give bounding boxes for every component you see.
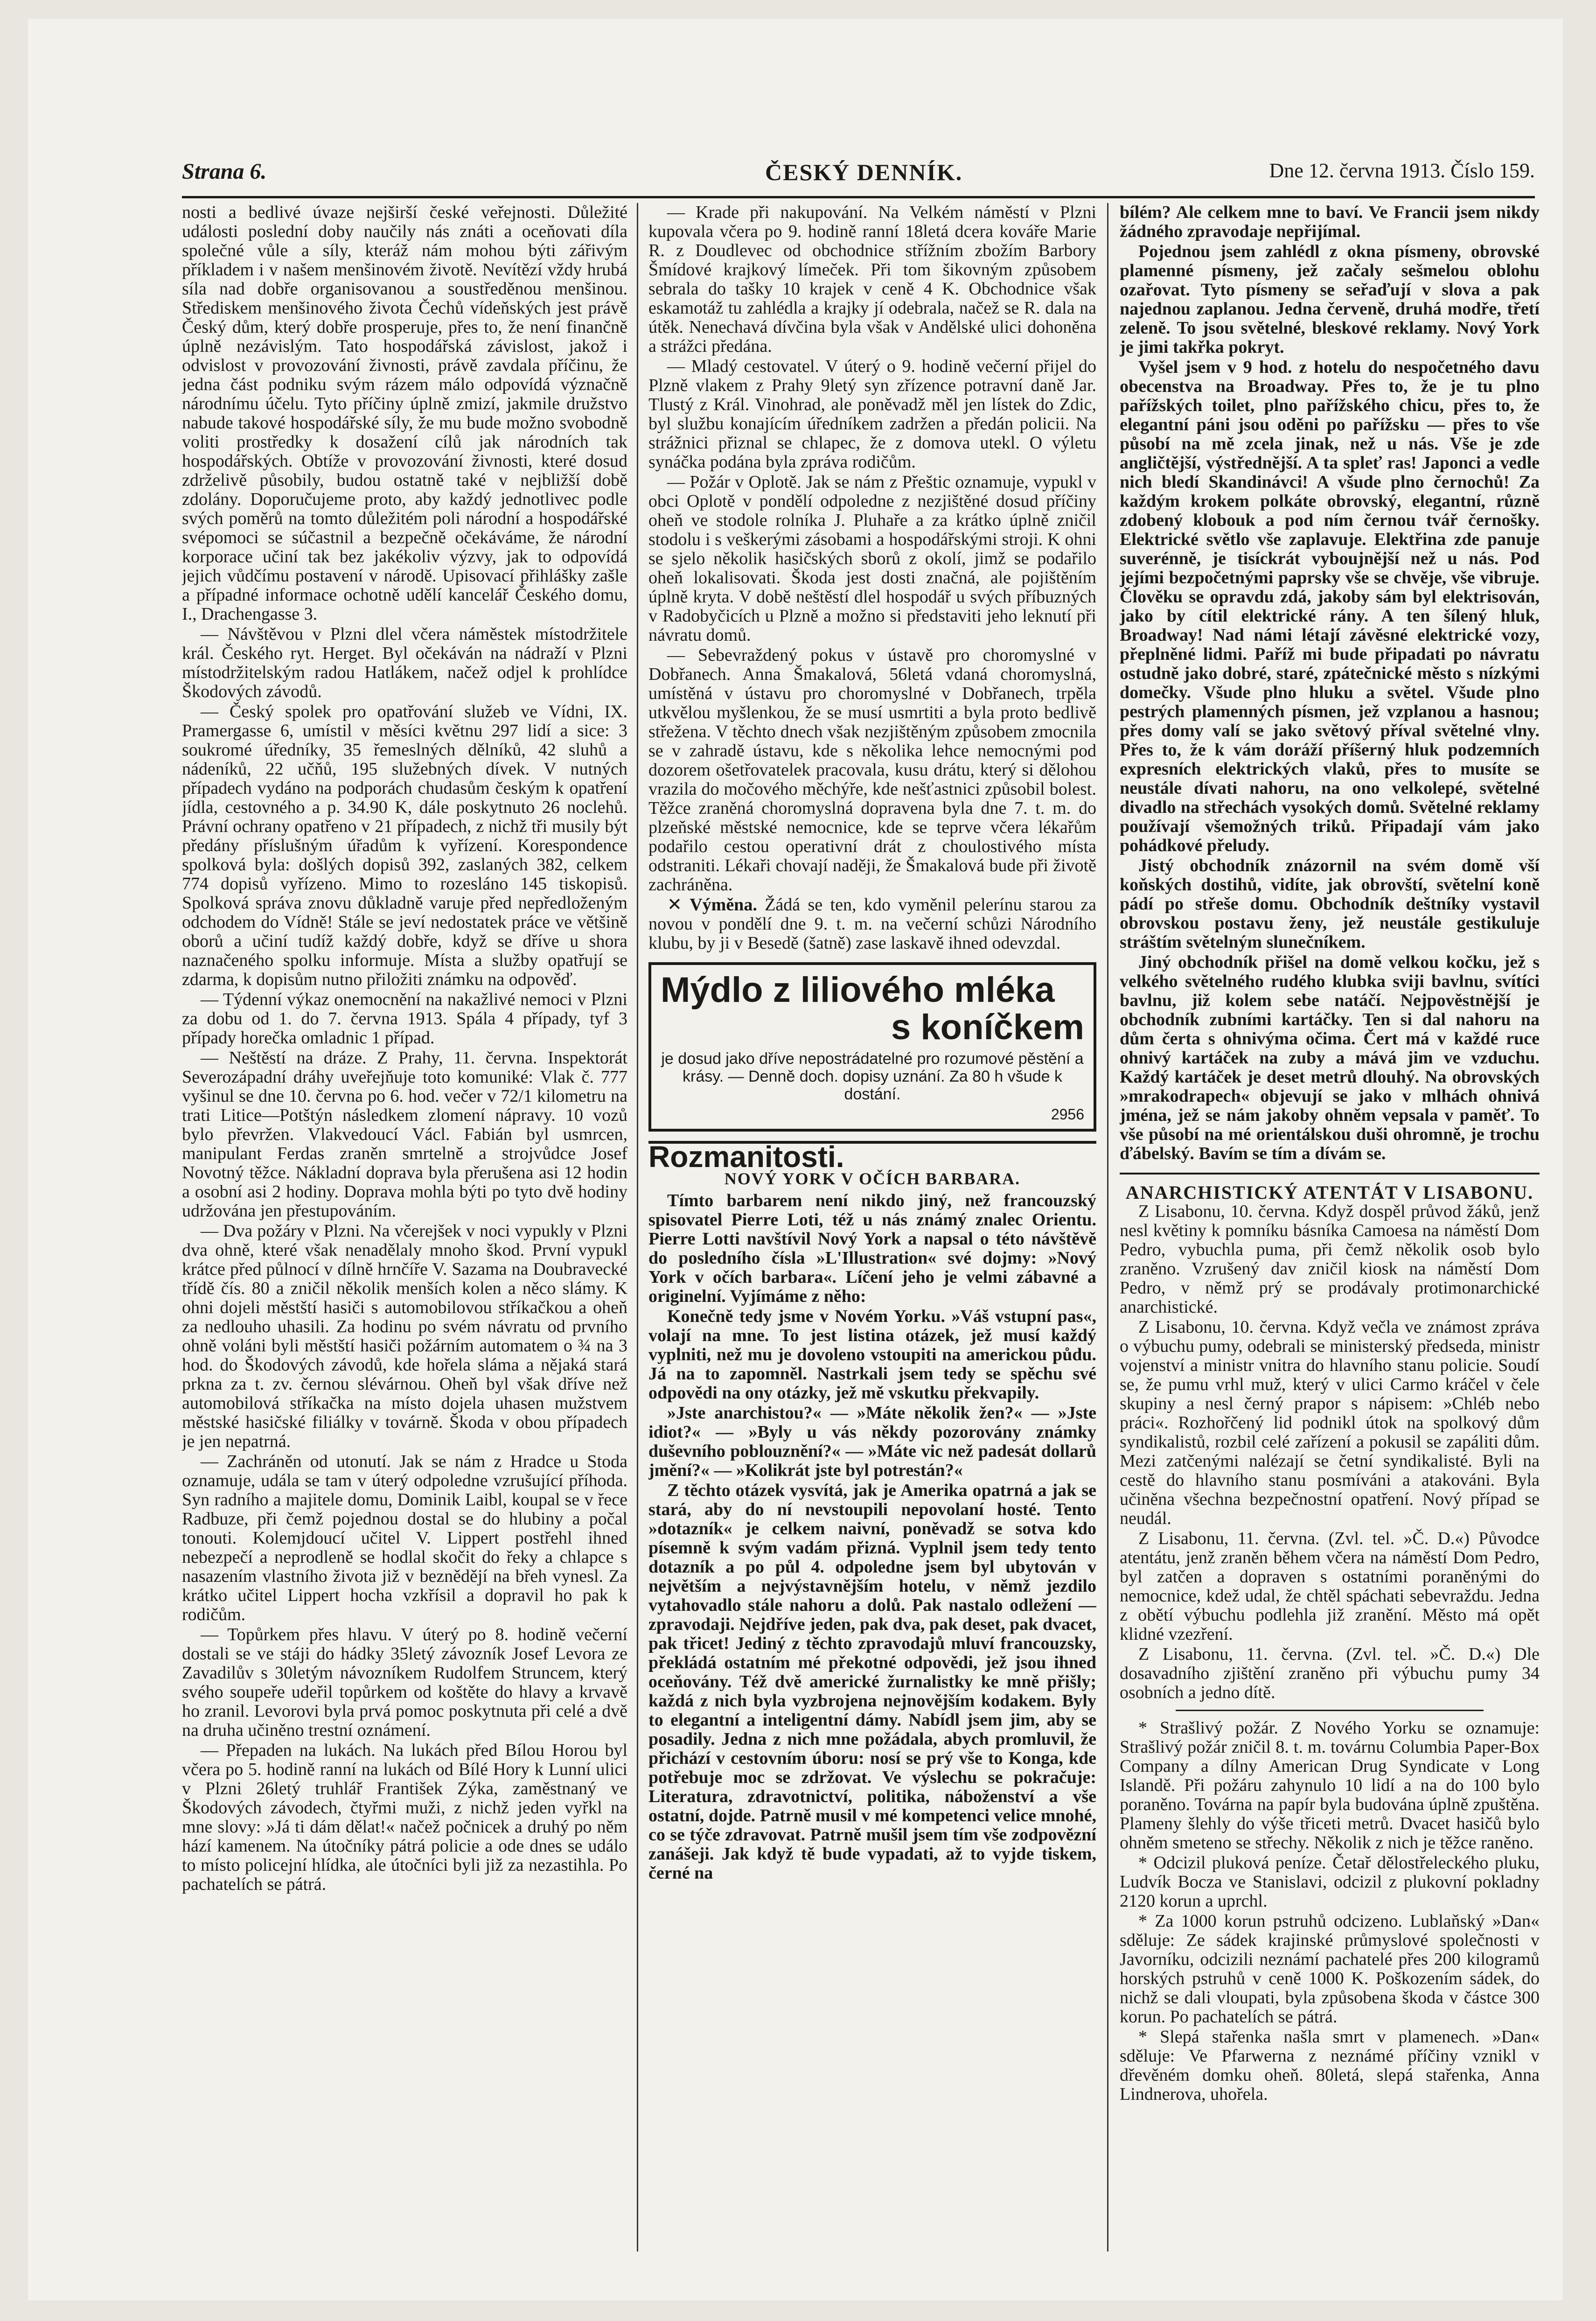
article: * Strašlivý požár. Z Nového Yorku se oznamuje: Strašlivý požár zničil 8. t. m. továrnu Columbia Paper-Box Company a dílny American Drug Syndicate v Long Islandě. Při požáru zahynulo 10 lidí a na do 100 bylo poraněno. Továrna na papír byla budována úplně zpuštěna. Plameny šlehly do výše třiceti metrů. Dvacet hasičů bylo ohněm smeteno se střechy. Několik z nich je těžce raněno. bbox=[1120, 1718, 1540, 1853]
ad-headline: Mýdlo z liliového mléka bbox=[661, 970, 1055, 1010]
column-rule-1 bbox=[637, 203, 638, 2251]
ad-footer bbox=[661, 1105, 1084, 1124]
date-issue: Dne 12. června 1913. Číslo 159. bbox=[1269, 159, 1535, 182]
article: nosti a bedlivé úvaze nejširší české veřejnosti. Důležité události poslední doby naučily nás znáti a oceňovati díla společné vůle a síly, kteráž nám mohou býti zářivým příkladem i v našem menšinovém životě. Nevítězí vždy hrubá síla nad dobře organisovanou a soustředěnou menšinou. Střediskem menšinového života Čechů vídeňských jest právě Český dům, který dobře prosperuje, přes to, že není finančně úplně nezávislým. Tato hospodářská závislost, jakož i odvislost v provozování živnosti, právě zavdala příčinu, že jedna část podniku svým rázem málo odpovídá význačně národnímu účelu. Tyto příčiny úplně zmizí, jakmile družstvo nabude takové hospodářské síly, že mu bude možno svobodně voliti prostředky k dosažení cílů jak národních tak hospodářských. Obtíže v provozování živnosti, které dosud zdrželivě působily, budou ostatně také v nejbližší době zdolány. Doporučujeme proto, aby každý jednotlivec podle svých poměrů na tomto důležitém poli národní a hospodářské svépomoci se súčastnil a bezpečně očekáváme, že národní korporace učiní tak bez jakékoliv výzvy, jak to odpovídá jejich vůdčímu postavení v národě. Upisovací přihlášky zašle a případné informace ochotně udělí kancelář Českého domu, I., Drachengasse 3. bbox=[182, 203, 627, 624]
article: * Slepá stařenka našla smrt v plamenech. »Dan« sděluje: Ve Pfarwerna z neznámé příčiny vznikl v dřevěném domku oheň. 80letá, slepá stařenka, Anna Lindnerova, uhořela. bbox=[1120, 2027, 1540, 2104]
article: Z Lisabonu, 10. června. Když dospěl průvod žáků, jenž nesl květiny k pomníku básníka Camoesa na náměstí Dom Pedro, vybuchla puma, při čemž několik osob bylo zraněno. Vzrušený dav zničil kiosk na náměstí Dom Pedro, v němž prý se prodávaly protimonarchické anarchistické. bbox=[1120, 1202, 1540, 1317]
article: Vyšel jsem v 9 hod. z hotelu do nespočetného davu obecenstva na Broadway. Přes to, že je tu plno pařížských toilet, plno pařížského chicu, přes to, že elegantní páni jsou oděni po pařížsku — přes to vše působí na mě zcela jinak, než u nás. Vše je zde angličtější, výstřednější. A ta spleť ras! Japonci a vedle nich bledí Skandinávci! A všude plno černochů! Za každým krokem polkáte obrovský, elegantní, různě zdobený klobouk a pod ním černou tvář černošky. Elektrické světlo vše zaplavuje. Elektřina zde panuje suverénně, je tisíckrát vyboujnější než u nás. Pod jejími bezpočetnými paprsky vše se chvěje, vše vibruje. Člověku se opravdu zdá, jakoby sám byl elektrisován, jako by cítil elektrické rány. A ten šílený hluk, Broadway! Nad námi létají závěsné elektrické vozy, přeplněné lidmi. Paříž mi bude připadati po návratu ostudně jako dobré, staré, zpátečnické město s nízkými domečky. Všude plno hluku a světel. Všude plno pestrých plamenných písmen, jež vzplanou a hasnou; přes domy valí se jako světový příval světelné vlny. Přes to, že k vám doráží příšerný hluk podzemních expresních elektrických vlaků, přes to musíte se neustále dívati nahoru, na ono velkolepé, světelné divadlo na střechách vysokých domů. Světelné reklamy používají všemožných triků. Připadají vám jako pohádkové přeludy. bbox=[1120, 357, 1540, 855]
column-2 bbox=[648, 203, 1096, 2256]
column-1 bbox=[182, 203, 627, 2256]
article: — Týdenní výkaz onemocnění na nakažlivé nemoci v Plzni za dobu od 1. do 7. června 1913. Spála 4 případy, tyf 3 případy horečka omladnic 1 případ. bbox=[182, 990, 627, 1048]
notice-text: Žádá se ten, kdo vyměnil pelerínu starou za novou v pondělí dne 9. t. m. na večerní schůzi Národního klubu, by ji v Besedě (šatně) zase laskavě ihned odevzdal. bbox=[648, 895, 1096, 953]
article: Z Lisabonu, 11. června. (Zvl. tel. »Č. D.«) Dle dosavadního zjištění zraněno při výbuchu pumy 34 osobních a jedno dítě. bbox=[1120, 1644, 1540, 1702]
newspaper-title: ČESKÝ DENNÍK. bbox=[765, 159, 963, 185]
article: — Zachráněn od utonutí. Jak se nám z Hradce u Stoda oznamuje, udála se tam v úterý odpoledne vzrušující příhoda. Syn radního a majitele domu, Dominik Laibl, koupal se v řece Radbuze, při čemž pojednou dostal se do hlubiny a počal tonouti. Kolemjdoucí učitel V. Lippert postřehl ihned nebezpečí a neprodleně se hodlal skočit do řeky a chlapce s nasazením vlastního života již v beznědějí na břeh vynesl. Za krátko učitel Lippert hocha vzkřísil a dopravil ho pak k rodičům. bbox=[182, 1452, 627, 1624]
page-header bbox=[182, 159, 1535, 198]
separator bbox=[1176, 1710, 1484, 1711]
column-3 bbox=[1120, 203, 1540, 2256]
notice-vymena: ✕ Výměna. Žádá se ten, kdo vyměnil pelerínu starou za novou v pondělí dne 9. t. m. na večerní schůzi Národního klubu, by ji v Besedě (šatně) zase laskavě ihned odevzdal. bbox=[648, 895, 1096, 953]
article: * Odcizil pluková peníze. Četař dělostřeleckého pluku, Ludvík Bocza ve Stanislavi, odcizil z plukovní pokladny 2120 korun a uprchl. bbox=[1120, 1853, 1540, 1911]
article: * Za 1000 korun pstruhů odcizeno. Lublaňský »Dan« sděluje: Ze sádek krajinské průmyslové společnosti v Javorníku, odcizili neznámí pachatelé přes 200 kilogramů horských pstruhů v ceně 1000 K. Poškozením sádek, do nichž se dali vloupati, byla způsobena škoda v částce 300 korun. Po pachatelích se pátrá. bbox=[1120, 1911, 1540, 2027]
newspaper-page bbox=[28, 19, 1563, 2300]
article: — Topůrkem přes hlavu. V úterý po 8. hodině večerní dostali se ve stáji do hádky 35letý závozník Josef Levora ze Zavadilův s 30letým návozníkem Rudolfem Struncem, který svého soupeře udeřil topůrkem od koštěte do hlavy a krvavě ho zranil. Levorovi byla prvá pomoc poskytnuta při celé a dvě na druha učiněno trestní oznámení. bbox=[182, 1625, 627, 1740]
article-heading: ANARCHISTICKÝ ATENTÁT V LISABONU. bbox=[1120, 1173, 1540, 1202]
article: Z těchto otázek vysvítá, jak je Amerika opatrná a jak se stará, aby do ní nevstoupili nepovolaní hosté. Tento »dotazník« je celkem naivní, poněvadž se sotva kdo písemně k svým vadám přizná. Vyplnil jsem tedy tento dotazník a po půl 4. odpoledne jsem byl ubytován v největším a nejvýstavnějším hotelu, v němž jezdilo vytahovadlo stále nahoru a dolů. Pak nastalo odležení — zpravodaji. Nejdříve jeden, pak dva, pak deset, pak dvacet, pak třicet! Jediný z těchto zpravodajů mluví francouzsky, překládá ostatním mé překotné odpovědi, jež jsou ihned oceňovány. Též dvě americké žurnalistky ke mně přišly; každá z nich byla vyzbrojena nejnovějším kodakem. Byly to elegantní a inteligentní dámy. Nabídl jsem jim, aby se posadily. Jedna z nich mne požádala, abych promluvil, že přichází v cestovním úboru: nosí se prý vše to Konga, kde potřebuje moc se zdržovat. Ve výslechu se pokračuje: Literatura, zdravotnictví, politika, náboženství a vše ostatní, dojde. Patrně musil v mé kompetenci velice mnohé, co se týče zdravovat. Patrně mušil jsem tím vše zodpovězní zanášeji. Jak když tě bude vypadati, až to vyjde tiskem, černé na bbox=[648, 1481, 1096, 1883]
notice-title: Výměna. bbox=[690, 895, 757, 915]
soap-advertisement bbox=[648, 962, 1096, 1132]
article: — Přepaden na lukách. Na lukách před Bílou Horou byl včera po 5. hodině ranní na lukách od Bílé Hory k Lunní ulici v Plzni 26letý truhlář František Zýka, zaměstnaný ve Škodových závodech, čtyřmi muži, z nichž jeden vyřkl na mne slovy: »Já ti dám dělat!« načež počnicek a druhý po něm hází kamenem. Na útočníky pátrá policie a ode dnes se událo to místo policejní hlídka, ale útočníci byli již za nezastihla. Po pachatelích se pátrá. bbox=[182, 1741, 627, 1894]
article: — Český spolek pro opatřování služeb ve Vídni, IX. Pramergasse 6, umístil v měsíci květnu 297 lidí a sice: 3 soukromé úředníky, 35 řemeslných dělníků, 42 sluhů a nádeníků, 22 učňů, 195 služebných dívek. V nutných případech vydáno na podporách chudasům českým k opatření jídla, cestovného a p. 34.90 K, dále poskytnuto 26 noclehů. Právní ochrany opatřeno v 21 případech, z nichž tři musily být předány příslušným úřadům k vyřízení. Korespondence spolková byla: došlých dopisů 392, zaslaných 382, celkem 774 dopisů vyřízeno. Mimo to rozesláno 145 tiskopisů. Spolková správa znovu důkladně varuje před nepředloženým odchodem do Vídně! Stále se jeví nedostatek práce ve většině oborů a učiní tudíž každý dobře, když se dříve u shora naznačeného spolku informuje. Místa a služby opatřují se zdarma, k dopisům nutno přiložiti známku na odpověď. bbox=[182, 702, 627, 989]
article: — Návštěvou v Plzni dlel včera náměstek místodržitele král. Českého ryt. Herget. Byl očekáván na nádraží v Plzni místodržitelským radou Hatlákem, načež odjel k prohlídce Škodových závodů. bbox=[182, 624, 627, 701]
article: Z Lisabonu, 10. června. Když večla ve známost zpráva o výbuchu pumy, odebrali se ministerský předseda, ministr vojenství a ministr vnitra do hlavního stanu policie. Soudí se, že pumu vrhl muž, který v ulici Carmo kráčel v čele skupiny a nesl černý prapor s nápisem: »Chléb nebo práci«. Rozhořčený lid podnikl útok na spolkový dům syndikalistů, rozbil celé zařízení a pokusil se zapáliti dům. Mezi zatčenými nalézají se četní syndikalisté. Byli na cestě do hlavního stanu posmíváni a atakováni. Byla učiněna všechna bezpečnostní opatření. Nový případ se neudál. bbox=[1120, 1317, 1540, 1528]
article: — Mladý cestovatel. V úterý o 9. hodině večerní přijel do Plzně vlakem z Prahy 9letý syn zřízence potravní daně Jar. Tlustý z Král. Vinohrad, ale poněvadž měl jen lístek do Zdic, byl službu konajícím úředníkem zadržen a předán policii. Na strážnici přiznal se chlapec, že z domova utekl. O výletu synáčka podána byla zpráva rodičům. bbox=[648, 357, 1096, 472]
article: Jiný obchodník přišel na domě velkou kočku, jež s velkého světelného rudého klubka sviji bavlnu, svítíci bavlnu, již kolem sebe natáčí. Nejpověstnější je obchodník zubními kartáčky. Ten si dal nahoru na dům čerta s ohnivýma očima. Čert má v každé ruce ohnivý kartáček na zuby a mává jim ve vzduchu. Každý kartáček je deset metrů dlouhý. Na obrovských »mrakodrapech« objevují se jako v mlhách ohnivá jména, jež se nám jakoby ohněm vepsala v paměť. To vše působí na mé orientálskou duši ohromně, je trochu ďábelský. Bavím se tím a dívám se. bbox=[1120, 952, 1540, 1163]
ad-code: 2956 bbox=[1051, 1106, 1084, 1123]
article: Z Lisabonu, 11. června. (Zvl. tel. »Č. D.«) Původce atentátu, jenž zraněn během včera na náměstí Dom Pedro, byl zatčen a dopraven s ostatními poraněnými do nemocnice, kdež udal, že chtěl spáchati sebevraždu. Jedna z obětí výbuchu podlehla již zranění. Město má opět klidné vzezření. bbox=[1120, 1529, 1540, 1644]
section-title: Rozmanitosti. bbox=[648, 1141, 1096, 1167]
article: Konečně tedy jsme v Novém Yorku. »Váš vstupní pas«, volají na mne. To jest listina otázek, jež musí každý vyplniti, než mu je dovoleno vstoupiti na americkou půdu. Já na to zapomněl. Nastrkali jsem tedy se spěchu své odpovědi na ony otázky, jež mě vskutku překvapily. bbox=[648, 1307, 1096, 1403]
article: — Krade při nakupování. Na Velkém náměstí v Plzni kupovala včera po 9. hodině ranní 18letá dcera kováře Marie R. z Doudlevec od obchodnice střížním zbožím Barbory Šmídové krajkový límeček. Při tom šikovným způsobem sebrala do tašky 10 krajek v ceně 4 K. Obchodnice však eskamotáž tu zahlédla a krajky jí odebrala, načež se R. dala na útěk. Nenechavá dívčina byla však v Andělské ulici dohoněna a strážci předána. bbox=[648, 203, 1096, 356]
article: Jistý obchodník znázornil na svém domě vší koňských dostihů, vidíte, jak obrovští, světelní koně pádí po střeše domu. Obchodník deštníky vystavil obrovskou postavu ženy, jež neustále gestikuluje stráštím světelným slunečníkem. bbox=[1120, 856, 1540, 952]
ad-headline-2: s koníčkem bbox=[891, 1007, 1084, 1047]
article-subtitle: NOVÝ YORK V OČÍCH BARBARA. bbox=[724, 1169, 1021, 1188]
article: — Sebevraždený pokus v ústavě pro choromyslné v Dobřanech. Anna Šmakalová, 56letá vdaná choromyslná, umístěná v ústavu pro choromyslné v Dobřanech, trpěla utkvělou myšlenkou, že se musí usmrtiti a byla proto bedlivě střežena. V těchto dnech však nezjištěným způsobem zmocnila se v zahradě ústavu, kde s několika lehce nemocnými pod dozorem ošetřovatelek pracovala, kusu drátu, který si dělohou vrazila do močového měchýře, kde nešťastnici způsobil bolest. Těžce zraněná choromyslná dopravena byla dne 7. t. m. do plzeňské městské nemocnice, kde se teprve včera lékařům podařilo cestou operativní drát z choulostivého místa odstraniti. Lékaři chovají naději, že Šmakalová bude při životě zachráněna. bbox=[648, 645, 1096, 895]
column-rule-2 bbox=[1107, 203, 1108, 2251]
page-number: Strana 6. bbox=[182, 159, 267, 184]
article: »Jste anarchistou?« — »Máte několik žen?« — »Jste idiot?« — »Byly u vás někdy pozorovány známky duševního poblouznění?« — »Máte vic než padesát dollarů jmění?« — »Kolikrát jste byl potrestán?« bbox=[648, 1403, 1096, 1480]
article: Tímto barbarem není nikdo jiný, než francouzský spisovatel Pierre Loti, též u nás známý znalec Orientu. Pierre Lotti navštívil Nový York a napsal o této návštěvě do posledního čísla »L'Illustration« své dojmy: »Nový York v očích barbara«. Líčení jeho je velmi zábavné a originelní. Vyjímáme z něho: bbox=[648, 1191, 1096, 1306]
article: — Neštěstí na dráze. Z Prahy, 11. června. Inspektorát Severozápadní dráhy uveřejňuje toto komuniké: Vlak č. 777 vyšinul se dne 10. června po 6. hod. večer v 72/1 kilometru na trati Litice—Potštýn následkem zlomení nápravy. 10 vozů bylo převržen. Vlakvedoucí Václ. Fabián byl usmrcen, manipulant Ferdas zraněn smrtelně a strojvůdce Josef Novotný těžce. Nákladní doprava byla přerušena asi 12 hodin a osobní asi 2 hodiny. Doprava mohla býti po tyto dvě hodiny udržována jen přestupováním. bbox=[182, 1048, 627, 1221]
article: bílém? Ale celkem mne to baví. Ve Francii jsem nikdy žádného zpravodaje nepřijímal. bbox=[1120, 203, 1540, 241]
article: Pojednou jsem zahlédl z okna písmeny, obrovské plamenné písmeny, jež začaly sešmelou oblohu ozařovat. Tyto písmeny se seřaďují v slova a pak najednou zaplanou. Jedna červeně, druhá modře, třetí zeleně. To jsou světelné, bleskové reklamy. Nový York je jimi takřka pokryt. bbox=[1120, 242, 1540, 357]
ad-body: je dosud jako dříve nepostrádatelné pro rozumové pěstění a krásy. — Denně doch. dopisy uznání. Za 80 h všude k dostání. bbox=[661, 1050, 1084, 1103]
article: — Dva požáry v Plzni. Na včerejšek v noci vypukly v Plzni dva ohně, které však nenadělaly mnoho škod. První vypukl krátce před půlnocí v dílně hrnčíře V. Sazama na Doubravecké třídě čís. 80 a zničil několik menších kolen a něco slámy. K ohni dojeli městští hasiči s automobilovou stříkačkou a oheň za nedlouho uhasili. Za hodinu po svém návratu od prvního ohně voláni byli městští hasiči požárním automatem o ¾ na 3 hod. do Škodových závodů, kde hořela sláma a nějaká stará prkna za t. zv. černou slévárnou. Oheň byl však dříve než automobilová stříkačka na místo dojela uhasen mužstvem městské hasičské filiálky v továrně. Škoda v obou případech je jen nepatrná. bbox=[182, 1221, 627, 1451]
article: — Požár v Oplotě. Jak se nám z Přeštic oznamuje, vypukl v obci Oplotě v pondělí odpoledne z nezjištěné dosud příčiny oheň ve stodole rolníka J. Pluhaře a za krátko úplně zničil stodolu i s veškerými zásobami a hospodářskými stroji. K ohni se sjelo několik hasičských sborů z okolí, jimž se podařilo oheň lokalisovati. Škoda jest dosti značná, ale pojištěním úplně kryta. V době neštěstí dlel hospodář u svých příbuzných v Radobyčicích u Plzně a možno si představiti jeho leknutí při návratu domů. bbox=[648, 472, 1096, 645]
